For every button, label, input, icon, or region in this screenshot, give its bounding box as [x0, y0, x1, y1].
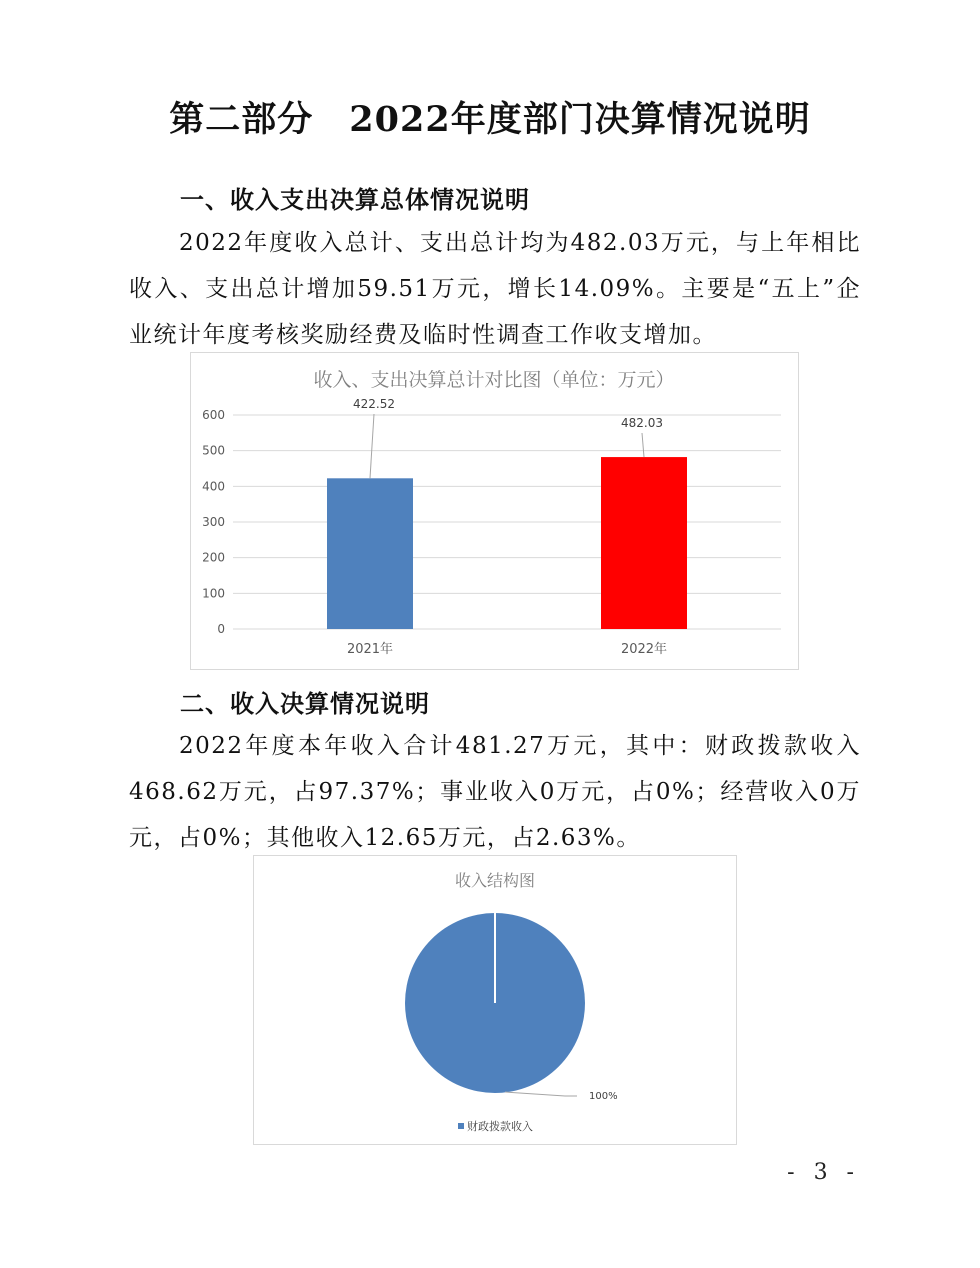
- bar-data-label-leader: [370, 414, 374, 478]
- pie-chart: [254, 856, 736, 1144]
- bar: [327, 478, 413, 629]
- pie-chart-title: 收入结构图: [454, 871, 536, 890]
- page-number: - 3 -: [787, 1160, 860, 1185]
- pie-legend-label: 财政拨款收入: [467, 1120, 533, 1133]
- bar-y-tick-label: 500: [202, 443, 225, 458]
- bar-data-label-leader: [642, 433, 644, 457]
- pie-data-label-leader: [505, 1092, 577, 1096]
- bar-y-tick-label: 600: [202, 408, 225, 422]
- bar-chart-title: 收入、支出决算总计对比图（单位：万元）: [313, 369, 675, 391]
- section-paragraph-income: 2022年度本年收入合计481.27万元，其中：财政拨款收入468.62万元，占97.37%；事业收入0万元，占0%；经营收入0万元，占0%；其他收入12.65万元，占2.63%。: [129, 733, 861, 851]
- section-heading-income-expenditure: 一、收入支出决算总体情况说明: [180, 186, 530, 214]
- bar: [601, 457, 687, 629]
- page-title: 第二部分 2022年度部门决算情况说明: [169, 99, 811, 140]
- bar-y-tick-label: 400: [202, 479, 225, 494]
- bar-x-tick-label: 2022年: [620, 642, 668, 657]
- bar-y-tick-label: 100: [202, 586, 225, 601]
- bar-y-tick-label: 200: [202, 550, 225, 565]
- section-heading-income: 二、收入决算情况说明: [180, 690, 430, 718]
- bar-data-label: 482.03: [621, 416, 663, 430]
- bar-x-tick-label: 2021年: [346, 642, 394, 657]
- pie-data-label: 100%: [589, 1091, 618, 1102]
- bar-y-tick-label: 0: [217, 622, 225, 636]
- bar-y-tick-label: 300: [202, 515, 225, 529]
- bar-data-label: 422.52: [353, 397, 395, 411]
- bar-chart: [191, 353, 798, 669]
- section-paragraph-income-expenditure: 2022年度收入总计、支出总计均为482.03万元，与上年相比收入、支出总计增加59.51万元，增长14.09%。主要是“五上”企业统计年度考核奖励经费及临时性调查工作收支增加。: [129, 230, 861, 348]
- pie-chart-frame: [253, 855, 737, 1145]
- bar-chart-frame: [190, 352, 799, 670]
- pie-legend-swatch: [458, 1123, 464, 1129]
